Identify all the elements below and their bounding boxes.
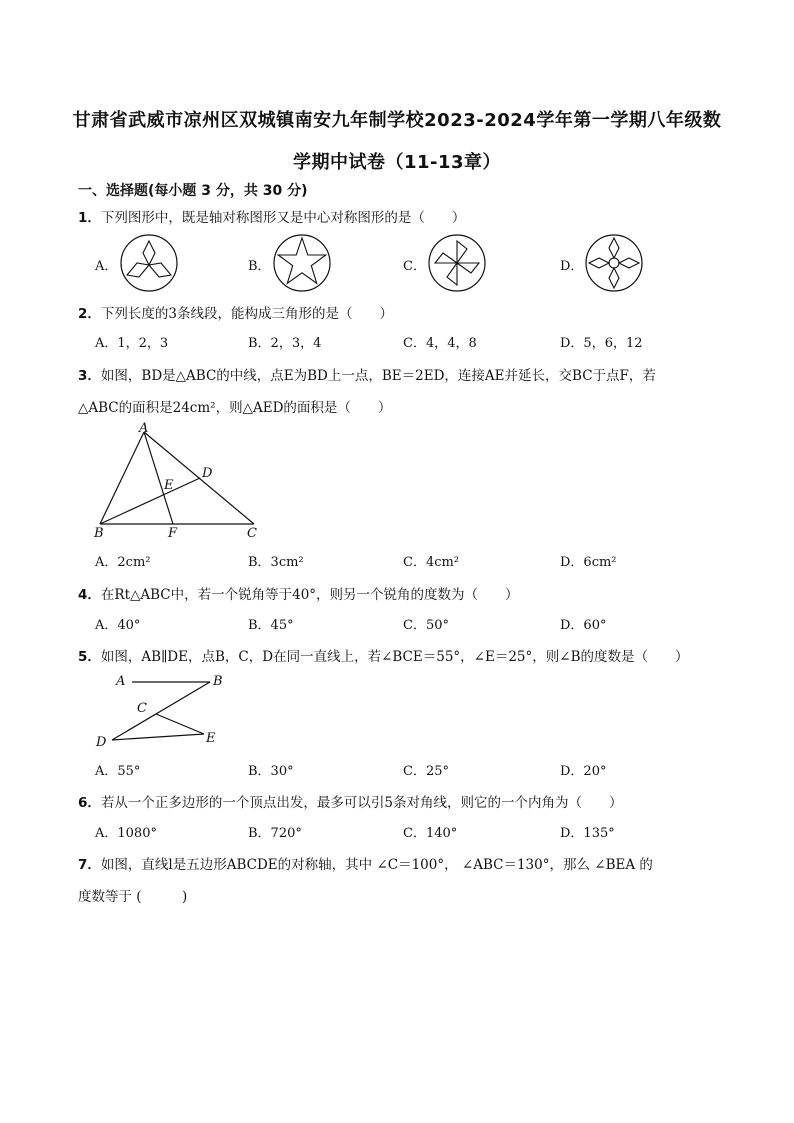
question-number: 3． <box>78 368 101 384</box>
label-c: C <box>137 701 147 716</box>
label-f: F <box>168 526 178 541</box>
question-7-continued: 度数等于 ( ) <box>78 889 188 905</box>
question-number: 6． <box>78 795 101 811</box>
question-text: 下列长度的3条线段，能构成三角形的是（ ） <box>100 306 393 322</box>
option-d[interactable]: D．60° <box>560 618 607 633</box>
option-label: B． <box>248 259 271 274</box>
option-label: C． <box>403 259 426 274</box>
option-b[interactable]: B．2，3，4 <box>248 336 322 351</box>
option-b[interactable]: B．720° <box>248 826 302 841</box>
question-number: 4． <box>78 587 101 603</box>
question-number: 2． <box>78 306 101 322</box>
option-b[interactable]: B．3cm² <box>248 555 304 570</box>
question-text: 如图，直线l是五边形ABCDE的对称轴，其中 ∠C＝100°， ∠ABC＝130°，那么 ∠BEA 的 <box>100 857 653 873</box>
question-4 <box>78 583 519 603</box>
label-a: A <box>116 674 126 689</box>
option-a[interactable]: A．40° <box>95 618 141 633</box>
option-d[interactable]: D．6cm² <box>560 555 617 570</box>
question-text: 若从一个正多边形的一个顶点出发，最多可以引5条对角线，则它的一个内角为（ ） <box>100 795 623 811</box>
question-text: 下列图形中，既是轴对称图形又是中心对称图形的是（ ） <box>100 210 466 226</box>
option-a[interactable]: A．55° <box>95 764 141 779</box>
option-a[interactable]: A．2cm² <box>95 555 151 570</box>
option-label: D． <box>560 259 584 274</box>
question-3-continued: △ABC的面积是24cm²，则△AED的面积是（ ） <box>78 400 392 416</box>
option-c[interactable]: C．25° <box>403 764 449 779</box>
option-c[interactable] <box>403 255 426 274</box>
four-diamonds-circle-icon <box>584 233 644 293</box>
label-e: E <box>206 731 216 746</box>
question-text: 如图，BD是△ABC的中线，点E为BD上一点，BE＝2ED，连接AE并延长，交BC于点F，若 <box>100 368 656 384</box>
star-circle-icon <box>272 233 332 293</box>
label-b: B <box>94 526 104 541</box>
option-c[interactable]: C．4，4，8 <box>403 336 477 351</box>
option-c[interactable]: C．4cm² <box>403 555 460 570</box>
option-label: A． <box>95 259 118 274</box>
option-b[interactable]: B．45° <box>248 618 294 633</box>
three-diamonds-circle-icon <box>119 233 179 293</box>
question-1 <box>78 206 465 226</box>
question-number: 1． <box>78 210 101 226</box>
option-d[interactable]: D．5，6，12 <box>560 336 643 351</box>
option-b[interactable]: B．30° <box>248 764 294 779</box>
label-e: E <box>164 478 174 493</box>
option-d[interactable]: D．20° <box>560 764 607 779</box>
option-a[interactable]: A．1，2，3 <box>95 336 169 351</box>
label-c: C <box>247 526 257 541</box>
option-c[interactable]: C．50° <box>403 618 449 633</box>
option-a[interactable]: A．1080° <box>95 826 157 841</box>
option-b[interactable] <box>248 255 271 274</box>
question-5 <box>78 645 689 665</box>
label-b: B <box>213 674 223 689</box>
section-heading: 一、选择题(每小题 3 分，共 30 分) <box>78 183 308 199</box>
option-d[interactable]: D．135° <box>560 826 615 841</box>
pinwheel-circle-icon <box>427 233 487 293</box>
label-d: D <box>202 466 213 481</box>
question-6 <box>78 791 623 811</box>
parallel-lines-figure <box>90 668 230 753</box>
question-number: 5． <box>78 649 101 665</box>
label-a: A <box>139 421 149 436</box>
question-text: 如图，AB∥DE，点B，C，D在同一直线上，若∠BCE＝55°，∠E＝25°，则∠B的度数是（ ） <box>100 649 689 665</box>
option-c[interactable]: C．140° <box>403 826 458 841</box>
question-text: 在Rt△ABC中，若一个锐角等于40°，则另一个锐角的度数为（ ） <box>100 587 519 603</box>
question-number: 7． <box>78 857 101 873</box>
option-d[interactable] <box>560 255 583 274</box>
question-7 <box>78 853 653 873</box>
triangle-figure <box>90 418 270 543</box>
question-3 <box>78 364 656 384</box>
question-2 <box>78 302 393 322</box>
label-d: D <box>96 735 107 750</box>
exam-title-line2: 学期中试卷（11-13章） <box>292 152 502 173</box>
option-a[interactable] <box>95 255 117 274</box>
exam-title-line1: 甘肃省武威市凉州区双城镇南安九年制学校2023-2024学年第一学期八年级数 <box>72 110 722 131</box>
